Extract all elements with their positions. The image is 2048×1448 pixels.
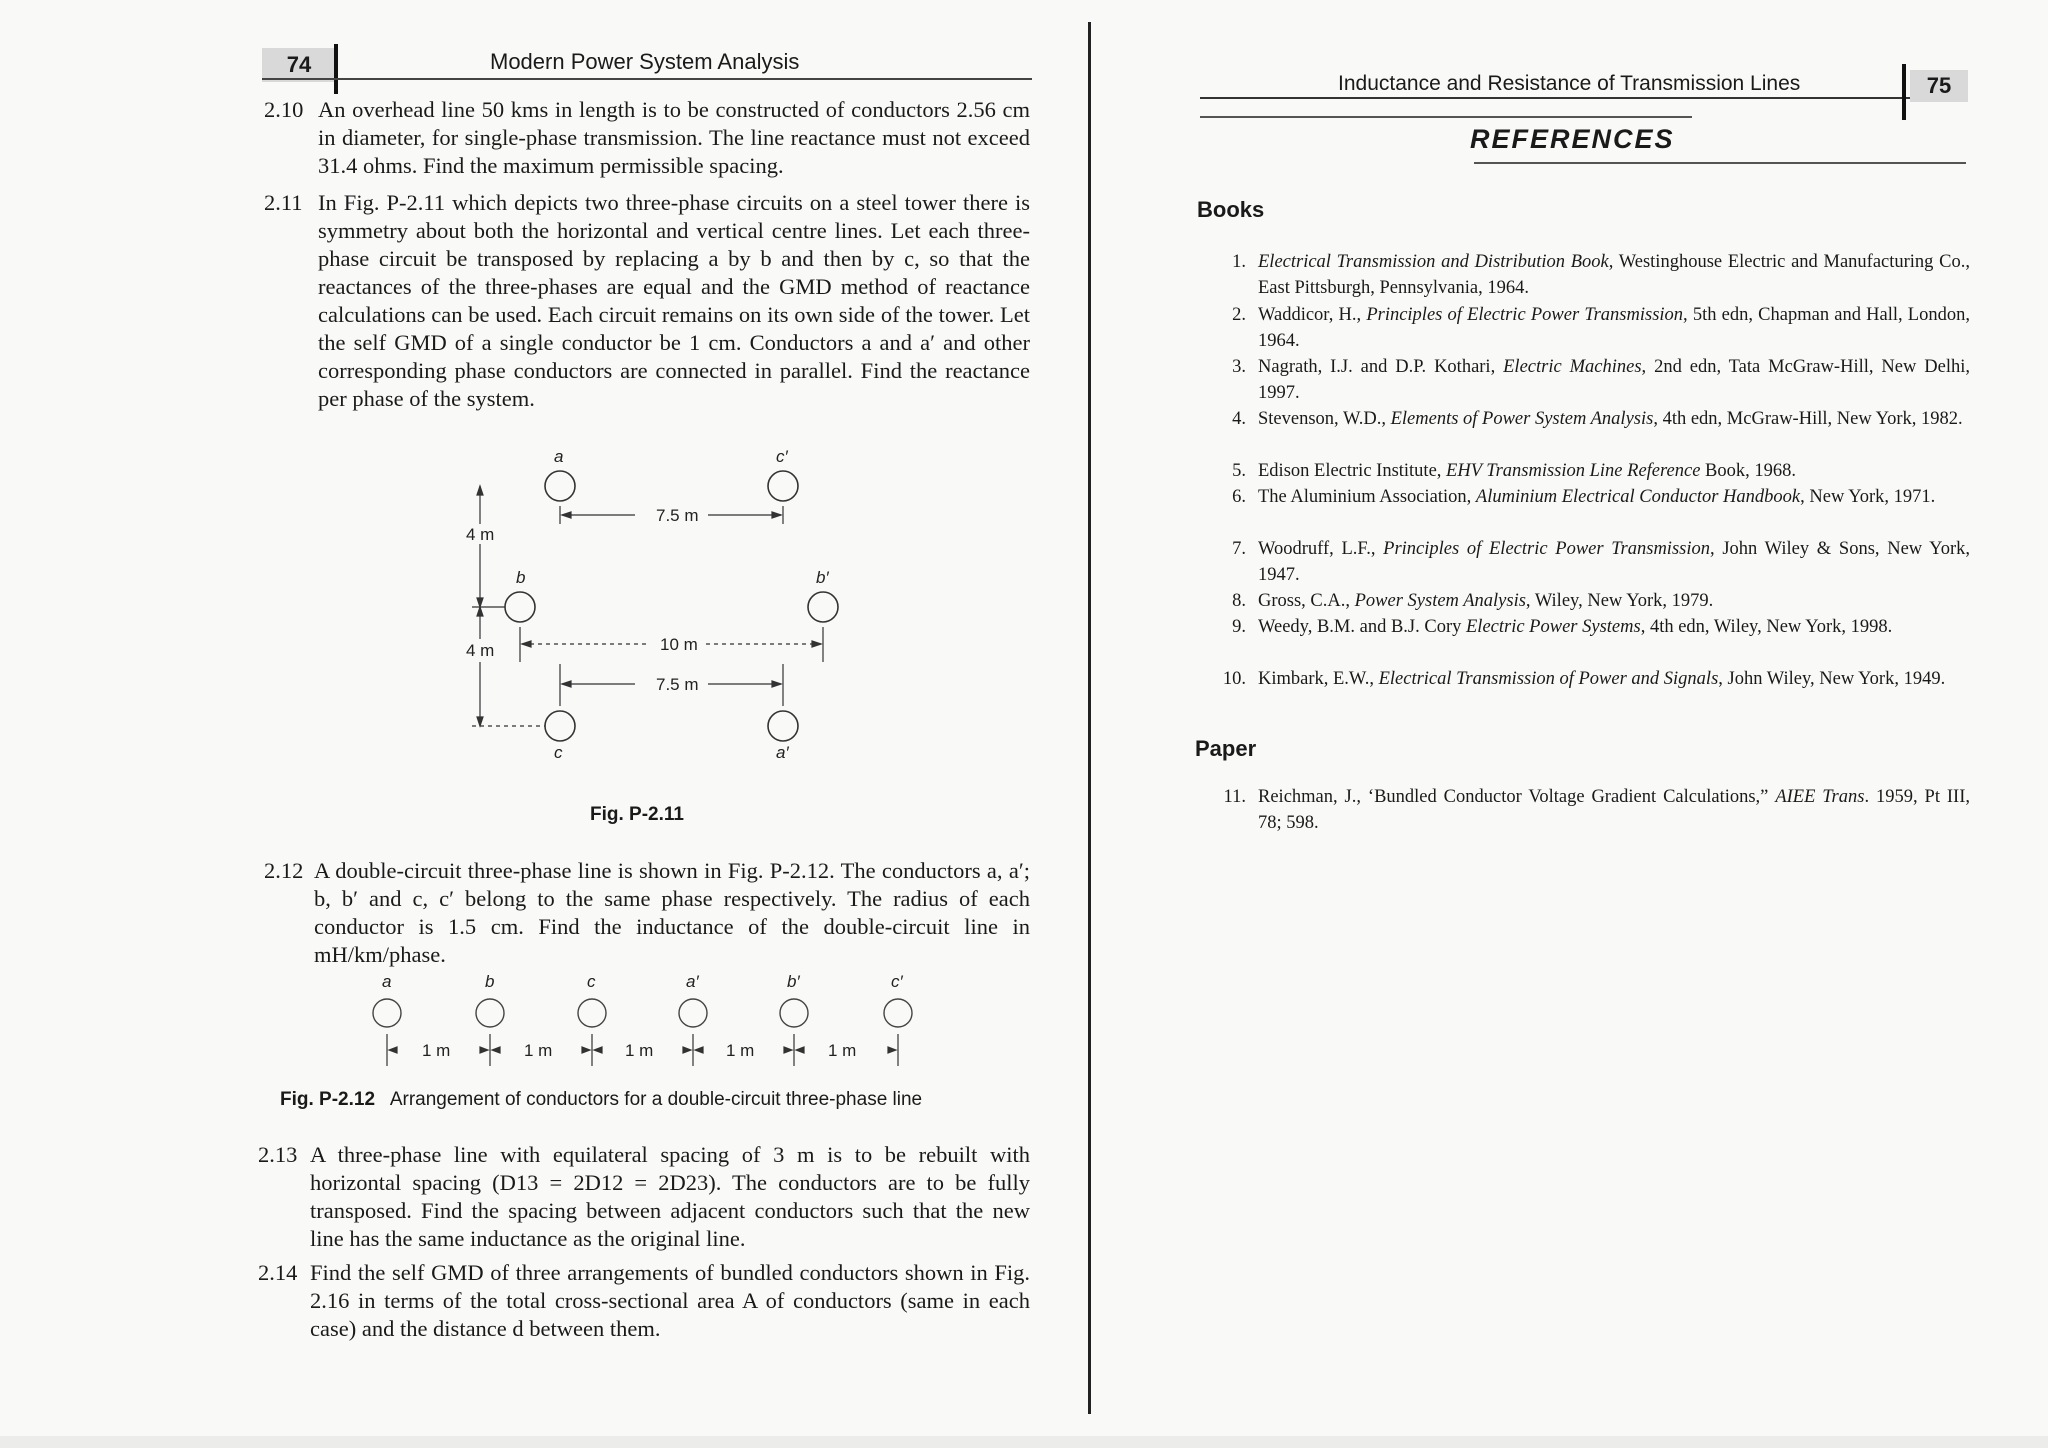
problem-2-14 [258, 1259, 1034, 1349]
conductor-c-prime [884, 999, 912, 1027]
problem-number: 2.12 [264, 858, 304, 883]
reference-details: , John Wiley & Sons, New York, 1947. [1258, 539, 1970, 585]
label-c-prime: c′ [776, 447, 788, 466]
reference-number: 6. [1232, 487, 1246, 507]
conductor-b [476, 999, 504, 1027]
reference-title: Electric Power Systems [1466, 617, 1641, 637]
reference-authors: Stevenson, W.D., [1258, 409, 1391, 429]
books-heading: Books [1197, 197, 1265, 222]
conductor-a-prime [679, 999, 707, 1027]
reference-title: AIEE Trans [1775, 787, 1865, 807]
reference-number: 8. [1232, 591, 1246, 611]
reference-authors: Edison Electric Institute, [1258, 461, 1447, 481]
label-b-prime: b′ [787, 974, 800, 991]
right-header-rule [1200, 97, 1952, 99]
right-header-bar [1902, 64, 1906, 120]
reference-title: EHV Transmission Line Reference [1446, 461, 1701, 481]
left-running-head: Modern Power System Analysis [490, 49, 800, 74]
problem-text: A double-circuit three-phase line is shown in Fig. P-2.12. The conductors a, a′; b, b′ and c, c′ belong to the same phase respectively. The radius of each conductor is 1.5 cm. Find the inductance of the double-circuit line in mH/km/phase. [314, 858, 1030, 967]
reference-details: Book, 1968. [1700, 461, 1796, 481]
reference-text [1258, 614, 1970, 640]
problem-number: 2.10 [264, 97, 304, 122]
spacing-2: 1 m [524, 1041, 553, 1060]
references-title: REFERENCES [1470, 124, 1675, 154]
label-a-prime: a′ [776, 743, 789, 762]
dim-vertical-upper: 4 m [466, 525, 495, 544]
reference-number: 9. [1232, 617, 1246, 637]
reference-title: Power System Analysis [1354, 591, 1526, 611]
problem-number: 2.14 [258, 1260, 298, 1285]
reference-authors: Waddicor, H., [1258, 305, 1367, 325]
reference-number: 3. [1232, 357, 1246, 377]
reference-details: , Westinghouse Electric and Manufacturing Co., East Pittsburgh, Pennsylvania, 1964. [1258, 252, 1970, 298]
problem-2-13 [258, 1141, 1034, 1256]
reference-authors: Woodruff, L.F., [1258, 539, 1384, 559]
reference-text [1258, 784, 1970, 836]
reference-number: 4. [1232, 409, 1246, 429]
book-spine [1088, 22, 1091, 1414]
reference-number: 5. [1232, 461, 1246, 481]
reference-title: Principles of Electric Power Transmission [1383, 539, 1710, 559]
problem-text: An overhead line 50 kms in length is to be constructed of conductors 2.56 cm in diameter, for single-phase transmission. The line reactance must not exceed 31.4 ohms. Find the maximum permissible spacing. [318, 97, 1030, 178]
reference-number: 2. [1232, 305, 1246, 325]
label-b-prime: b′ [816, 568, 829, 587]
left-header-rule [262, 78, 1032, 80]
conductor-c-prime [768, 471, 798, 501]
problem-text: A three-phase line with equilateral spacing of 3 m is to be rebuilt with horizontal spacing (D13 = 2D12 = 2D23). The conductors are to be fully transposed. Find the spacing between adjacent conductors such that the new line has the same inductance as the original line. [310, 1142, 1030, 1251]
dim-middle-spacing: 10 m [660, 635, 698, 654]
problem-text: Find the self GMD of three arrangements of bundled conductors shown in Fig. 2.16 in terms of the total cross-sectional area A of conductors (same in each case) and the distance d between them. [310, 1260, 1030, 1341]
reference-number: 10. [1222, 669, 1246, 689]
reference-details: , 2nd edn, Tata McGraw-Hill, New Delhi, 1997. [1258, 357, 1970, 403]
reference-text [1258, 666, 1970, 692]
spacing-5: 1 m [828, 1041, 857, 1060]
reference-text [1258, 458, 1970, 484]
conductor-b [505, 592, 535, 622]
reference-authors: Reichman, J., ‘Bundled Conductor Voltage Gradient Calculations,” [1258, 787, 1776, 807]
reference-details: . 1959, Pt III, 78; 598. [1258, 787, 1970, 833]
reference-authors: Nagrath, I.J. and D.P. Kothari, [1258, 357, 1504, 377]
reference-details: , Wiley, New York, 1979. [1525, 591, 1714, 611]
conductor-b-prime [808, 592, 838, 622]
dim-vertical-lower: 4 m [466, 641, 495, 660]
fig-p-2-12-caption [280, 1089, 922, 1111]
problem-2-10 [264, 96, 1034, 186]
reference-title: Principles of Electric Power Transmission [1366, 305, 1684, 325]
dim-bottom-spacing: 7.5 m [656, 675, 699, 694]
reference-details: , John Wiley, New York, 1949. [1718, 669, 1946, 689]
reference-text [1258, 249, 1970, 301]
reference-number: 7. [1232, 539, 1246, 559]
label-c: c [587, 974, 596, 991]
reference-title: Elements of Power System Analysis [1390, 409, 1654, 429]
label-c-prime: c′ [891, 974, 903, 991]
fig-p-2-11-caption: Fig. P-2.11 [590, 804, 684, 825]
reference-authors: Gross, C.A., [1258, 591, 1355, 611]
references-rule-bottom [1474, 162, 1966, 164]
references-rule-top [1200, 116, 1692, 118]
reference-title: Electrical Transmission of Power and Signals [1378, 669, 1719, 689]
reference-title: Aluminium Electrical Conductor Handbook [1475, 487, 1801, 507]
paper-heading: Paper [1195, 736, 1257, 761]
conductor-b-prime [780, 999, 808, 1027]
conductor-a-prime [768, 711, 798, 741]
reference-authors: Kimbark, E.W., [1258, 669, 1379, 689]
left-header-bar [334, 44, 338, 94]
reference-title: Electrical Transmission and Distribution Book [1258, 252, 1609, 272]
spacing-4: 1 m [726, 1041, 755, 1060]
reference-text [1258, 484, 1970, 510]
reference-text [1258, 406, 1970, 432]
label-c: c [554, 743, 563, 762]
figure-p-2-12 [360, 974, 940, 1074]
label-a: a [382, 974, 392, 991]
reference-details: , 4th edn, Wiley, New York, 1998. [1640, 617, 1893, 637]
conductor-a [373, 999, 401, 1027]
reference-text [1258, 536, 1970, 588]
conductor-c [578, 999, 606, 1027]
reference-number: 1. [1232, 252, 1246, 272]
reference-text [1258, 354, 1970, 406]
page-bottom-edge [0, 1436, 2048, 1448]
conductor-c [545, 711, 575, 741]
problem-number: 2.11 [264, 190, 303, 215]
reference-authors: The Aluminium Association, [1258, 487, 1476, 507]
right-running-head: Inductance and Resistance of Transmission Lines [1338, 72, 1801, 95]
reference-number: 11. [1223, 787, 1246, 807]
reference-text [1258, 588, 1970, 614]
reference-authors: Weedy, B.M. and B.J. Cory [1258, 617, 1466, 637]
right-page-number: 75 [1910, 70, 1968, 102]
problem-2-11 [264, 189, 1034, 419]
label-b: b [485, 974, 495, 991]
caption-label: Fig. P-2.12 [280, 1089, 376, 1110]
label-b: b [516, 568, 526, 587]
problem-number: 2.13 [258, 1142, 298, 1167]
reference-details: , 4th edn, McGraw-Hill, New York, 1982. [1653, 409, 1963, 429]
problem-text: In Fig. P-2.11 which depicts two three-phase circuits on a steel tower there is symmetry about both the horizontal and vertical centre lines. Let each three-phase circuit be transposed by replacing a by b and then by c, so that the reactances of the three-phases are equal and the GMD method of reactance calculations can be used. Each circuit remains on its own side of the tower. Let the self GMD of a single conductor be 1 cm. Conductors a and a′ and other corresponding phase conductors are connected in parallel. Find the reactance per phase of the system. [318, 190, 1030, 411]
figure-p-2-11 [450, 444, 850, 764]
spacing-3: 1 m [625, 1041, 654, 1060]
label-a-prime: a′ [686, 974, 699, 991]
reference-text [1258, 302, 1970, 354]
left-page-number: 74 [262, 48, 336, 82]
problem-2-12 [264, 857, 1034, 972]
caption-text: Arrangement of conductors for a double-circuit three-phase line [389, 1089, 923, 1110]
label-a: a [554, 447, 564, 466]
reference-title: Electric Machines [1503, 357, 1642, 377]
reference-details: , 5th edn, Chapman and Hall, London, 1964. [1258, 305, 1970, 351]
spacing-1: 1 m [422, 1041, 451, 1060]
conductor-a [545, 471, 575, 501]
reference-details: , New York, 1971. [1800, 487, 1936, 507]
dim-top-spacing: 7.5 m [656, 506, 699, 525]
